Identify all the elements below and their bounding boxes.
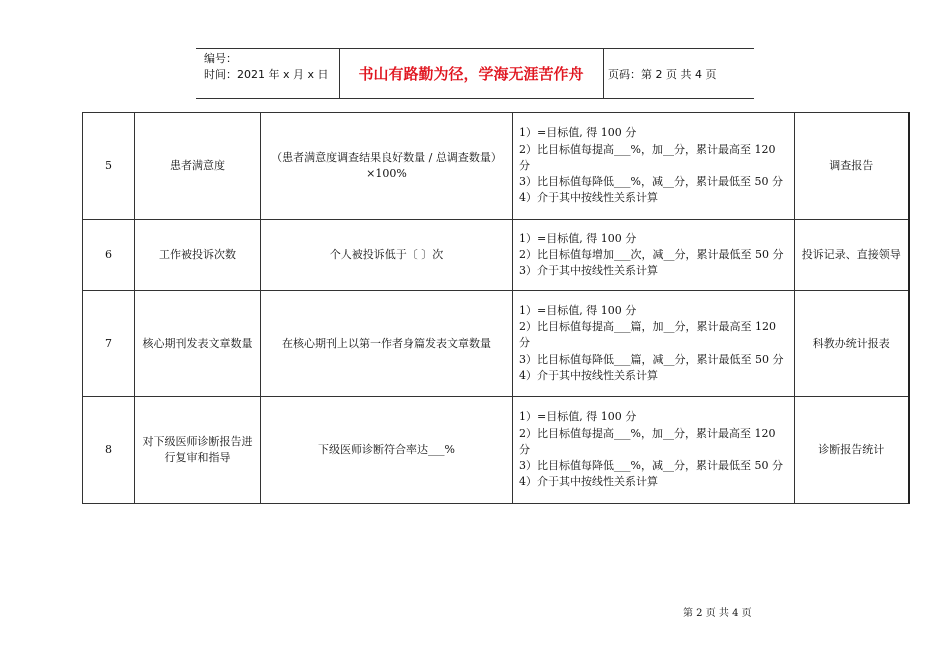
row-rules (513, 220, 795, 291)
rule-line: 1）=目标值, 得 100 分 (519, 231, 637, 245)
row-standard: 在核心期刊上以第一作者身篇发表文章数量 (261, 291, 513, 397)
rule-line: 3）比目标值每降低___篇，减__分，累计最低至 50 分 (519, 352, 784, 366)
row-index: 8 (83, 397, 135, 504)
kpi-table (82, 112, 910, 504)
rule-line: 1）=目标值, 得 100 分 (519, 126, 637, 140)
row-item: 工作被投诉次数 (135, 220, 261, 291)
row-item: 患者满意度 (135, 113, 261, 220)
header-divider (603, 49, 604, 98)
page-footer: 第 2 页 共 4 页 (683, 608, 752, 619)
header-motto: 书山有路勤为径，学海无涯苦作舟 (358, 65, 584, 83)
rule-line: 3）比目标值每降低___%，减__分，累计最低至 50 分 (519, 459, 783, 473)
rule-line: 1）=目标值, 得 100 分 (519, 303, 637, 317)
rule-line: 3）介于其中按线性关系计算 (519, 264, 658, 278)
row-rules (513, 291, 795, 397)
rule-line: 2）比目标值每提高___%，加__分，累计最高至 120 分 (519, 142, 776, 172)
rule-line: 2）比目标值每提高___%，加__分，累计最高至 120 分 (519, 426, 776, 456)
time-label: 时间：2021 年 x 月 x 日 (204, 68, 329, 81)
rule-line: 1）=目标值, 得 100 分 (519, 410, 637, 424)
row-index: 6 (83, 220, 135, 291)
header-left-block (204, 51, 329, 83)
rule-line: 2）比目标值每提高___篇，加__分，累计最高至 120 分 (519, 320, 776, 350)
row-source: 诊断报告统计 (795, 397, 909, 504)
page-header (196, 48, 754, 99)
table-row (83, 291, 909, 397)
rule-line: 4）介于其中按线性关系计算 (519, 475, 658, 489)
table-row (83, 397, 909, 504)
row-source: 投诉记录、直接领导 (795, 220, 909, 291)
header-page-label: 页码：第 2 页 共 4 页 (608, 67, 717, 81)
number-label: 编号： (204, 52, 237, 65)
row-source: 科教办统计报表 (795, 291, 909, 397)
row-index: 7 (83, 291, 135, 397)
row-source: 调查报告 (795, 113, 909, 220)
rule-line: 3）比目标值每降低___%，减__分，累计最低至 50 分 (519, 175, 783, 189)
rule-line: 4）介于其中按线性关系计算 (519, 368, 658, 382)
row-rules (513, 113, 795, 220)
row-item: 对下级医师诊断报告进行复审和指导 (135, 397, 261, 504)
rule-line: 2）比目标值每增加___次，减__分，累计最低至 50 分 (519, 247, 784, 261)
row-item: 核心期刊发表文章数量 (135, 291, 261, 397)
row-standard: 下级医师诊断符合率达___% (261, 397, 513, 504)
table-row (83, 220, 909, 291)
row-index: 5 (83, 113, 135, 220)
row-standard: 个人被投诉低于〔 〕次 (261, 220, 513, 291)
table-row (83, 113, 909, 220)
row-standard: （患者满意度调查结果良好数量 / 总调查数量）×100% (261, 113, 513, 220)
row-rules (513, 397, 795, 504)
rule-line: 4）介于其中按线性关系计算 (519, 191, 658, 205)
